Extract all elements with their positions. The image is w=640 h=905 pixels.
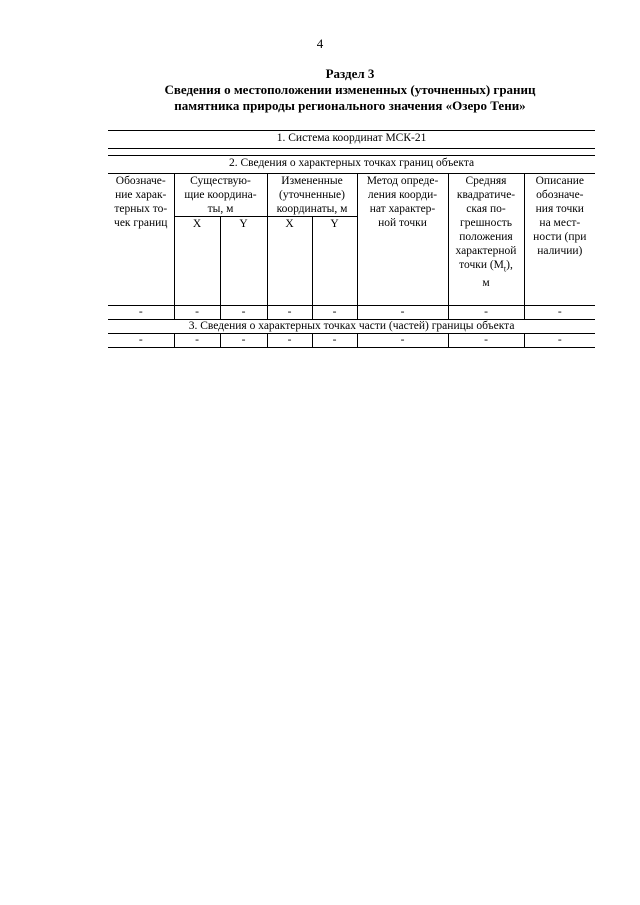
header-line [451, 258, 522, 276]
table-cell: - [108, 334, 174, 348]
table-cell: - [220, 306, 267, 320]
coordinate-system-text: 1. Система координат МСК-21 [108, 131, 595, 149]
header-line: (уточненные) [279, 189, 345, 201]
header-line: Обозначе- [115, 175, 166, 187]
header-line: терных то- [114, 203, 168, 215]
boundary-points-table [108, 130, 595, 348]
header-description [524, 174, 595, 306]
header-line: щие координа- [184, 189, 257, 201]
table-cell: - [357, 334, 448, 348]
points-heading-row [108, 156, 595, 174]
part-points-heading-text: 3. Сведения о характерных точках части (частей) границы объекта [108, 320, 595, 334]
coordinate-system-row [108, 131, 595, 149]
header-line: ления коорди- [367, 189, 438, 201]
header-line: на мест- [539, 217, 581, 229]
header-line: наличии) [537, 245, 583, 257]
header-line: обозначе- [536, 189, 584, 201]
header-line: Измененные [281, 175, 343, 187]
header-existing-coordinates [174, 174, 267, 217]
section-subtitle-line-1: Сведения о местоположении измененных (уточненных) границ [164, 82, 536, 97]
table-cell: - [312, 306, 357, 320]
page-number: 4 [316, 36, 324, 51]
header-changed-coordinates [267, 174, 357, 217]
table-cell: - [220, 334, 267, 348]
table-cell: - [174, 334, 220, 348]
table-cell: - [174, 306, 220, 320]
header-text: ), [506, 259, 513, 271]
header-existing-x: X [174, 217, 220, 306]
header-changed-x: X [267, 217, 312, 306]
header-line: ская по- [466, 203, 506, 215]
table-cell: - [524, 334, 595, 348]
header-line: Средняя [465, 175, 507, 187]
table-cell: - [312, 334, 357, 348]
header-line: нат характер- [369, 203, 436, 215]
header-existing-y: Y [220, 217, 267, 306]
header-line: ния точки [535, 203, 584, 215]
table-row [108, 306, 595, 320]
header-method [357, 174, 448, 306]
table-cell: - [448, 306, 524, 320]
header-mean-square-error [448, 174, 524, 306]
table-cell: - [357, 306, 448, 320]
part-points-heading-row [108, 320, 595, 334]
header-line: ной точки [378, 217, 427, 229]
header-text: точки (M [459, 259, 504, 271]
header-line: м [482, 277, 490, 290]
header-line: положения [459, 231, 513, 243]
header-line: Описание [535, 175, 584, 187]
table-cell: - [267, 306, 312, 320]
table-header-row [108, 174, 595, 217]
header-line: чек границ [114, 217, 168, 229]
header-line: квадратиче- [456, 189, 516, 201]
table-cell: - [524, 306, 595, 320]
header-changed-y: Y [312, 217, 357, 306]
header-line: ты, м [207, 203, 234, 215]
table-cell: - [108, 306, 174, 320]
header-line: характерной [455, 245, 517, 257]
section-heading [90, 66, 610, 114]
section-title: Раздел 3 [325, 66, 375, 81]
header-line: грешность [460, 217, 512, 229]
header-line: координаты, м [276, 203, 348, 215]
table-row [108, 334, 595, 348]
table-cell: - [267, 334, 312, 348]
section-subtitle-line-2: памятника природы регионального значения «Озеро Тени» [174, 98, 526, 113]
header-line: Существую- [190, 175, 251, 187]
header-line: ние харак- [115, 189, 167, 201]
subscript-text: t [503, 264, 507, 274]
header-designation [108, 174, 174, 306]
points-heading-text: 2. Сведения о характерных точках границ объекта [108, 156, 595, 174]
row-spacer [108, 149, 595, 156]
header-line: ности (при [533, 231, 587, 243]
header-line: Метод опреде- [366, 175, 439, 187]
table-cell: - [448, 334, 524, 348]
